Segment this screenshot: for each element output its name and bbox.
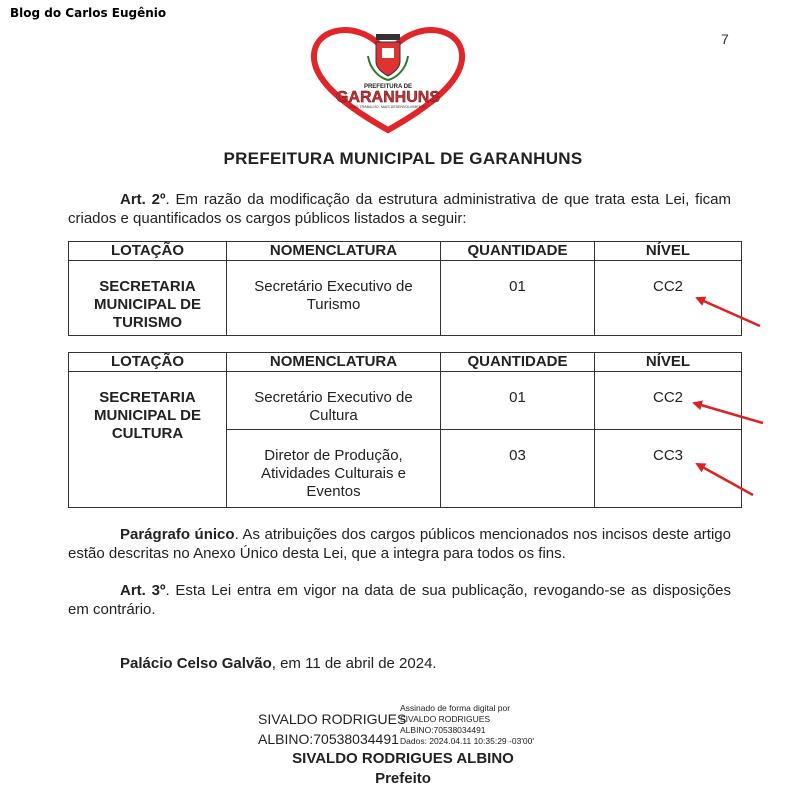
nomenclatura-cell: Diretor de Produção, Atividades Culturais e Eventos	[227, 430, 441, 508]
garanhuns-logo	[308, 22, 468, 134]
document-title: PREFEITURA MUNICIPAL DE GARANHUNS	[223, 149, 583, 168]
art2-text: . Em razão da modificação da estrutura administrativa de que trata esta Lei, ficam criados e quantificados os cargos públicos listados a seguir:	[68, 191, 731, 227]
signer-role: Prefeito	[375, 770, 431, 787]
signature-name-line2: ALBINO:70538034491	[258, 731, 399, 747]
header-nomenclatura: NOMENCLATURA	[227, 242, 441, 261]
paragrafo-label: Parágrafo único	[120, 526, 235, 543]
digital-signature-meta	[400, 703, 534, 747]
table-row	[69, 372, 742, 430]
header-lotacao: LOTAÇÃO	[69, 353, 227, 372]
signature-meta-line: ALBINO:70538034491	[400, 725, 486, 735]
table-header-row	[69, 353, 742, 372]
quantidade-cell: 03	[441, 430, 595, 508]
page-number: 7	[721, 31, 729, 47]
paragrafo-unico	[68, 525, 731, 563]
signature-meta-line: Dados: 2024.04.11 10:35:29 -03'00'	[400, 736, 534, 746]
logo-tagline: MAIS TRABALHO, MAIS DESENVOLVIMENTO	[349, 105, 427, 109]
closing-line	[68, 654, 731, 673]
header-nomenclatura: NOMENCLATURA	[227, 353, 441, 372]
header-quantidade: QUANTIDADE	[441, 242, 595, 261]
header-nivel: NÍVEL	[595, 353, 742, 372]
closing-place: Palácio Celso Galvão	[120, 655, 272, 672]
table-cultura	[68, 352, 742, 508]
closing-date: , em 11 de abril de 2024.	[271, 655, 437, 672]
art2-paragraph	[68, 190, 731, 228]
art3-label: Art. 3º	[120, 582, 166, 599]
digital-signature-name	[258, 709, 406, 749]
paragrafo-text: . As atribuições dos cargos públicos mencionados nos incisos deste artigo estão descritas no Anexo Único desta Lei, que a integra para todos os fins.	[68, 526, 731, 562]
quantidade-cell: 01	[441, 372, 595, 430]
signature-name-line1: SIVALDO RODRIGUES	[258, 711, 407, 727]
signature-meta-line: Assinado de forma digital por	[400, 703, 511, 713]
art3-paragraph	[68, 581, 731, 619]
nivel-cell: CC3	[595, 430, 742, 508]
blog-watermark: Blog do Carlos Eugênio	[10, 6, 167, 20]
header-quantidade: QUANTIDADE	[441, 353, 595, 372]
art3-text: . Esta Lei entra em vigor na data de sua publicação, revogando-se as disposições em contrário.	[68, 582, 732, 618]
table-row	[69, 261, 742, 336]
nivel-cell: CC2	[595, 261, 742, 336]
table-header-row	[69, 242, 742, 261]
signature-meta-line: SIVALDO RODRIGUES	[400, 714, 491, 724]
quantidade-cell: 01	[441, 261, 595, 336]
nomenclatura-cell: Secretário Executivo de Cultura	[227, 372, 441, 430]
nivel-cell: CC2	[595, 372, 742, 430]
logo-line2: GARANHUNS	[336, 89, 440, 106]
header-lotacao: LOTAÇÃO	[69, 242, 227, 261]
nomenclatura-cell: Secretário Executivo de Turismo	[227, 261, 441, 336]
lotacao-cell: SECRETARIA MUNICIPAL DE CULTURA	[69, 372, 227, 508]
header-nivel: NÍVEL	[595, 242, 742, 261]
table-turismo	[68, 241, 742, 336]
logo-line1: PREFEITURA DE	[363, 84, 413, 90]
art2-label: Art. 2º	[120, 191, 166, 208]
lotacao-cell: SECRETARIA MUNICIPAL DE TURISMO	[69, 261, 227, 336]
signer-printed-name: SIVALDO RODRIGUES ALBINO	[292, 750, 514, 767]
